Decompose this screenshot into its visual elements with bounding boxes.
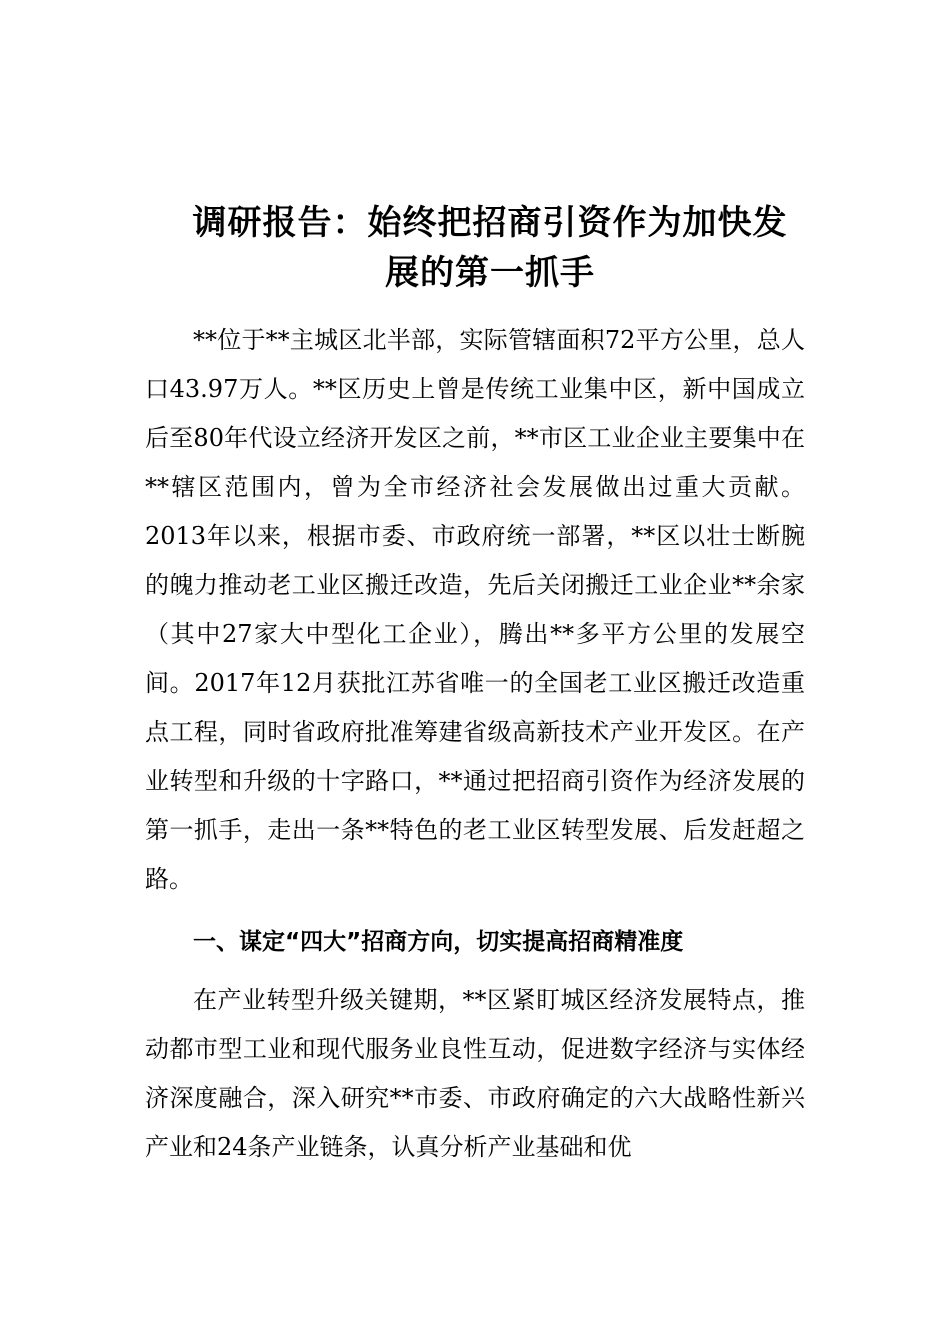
section-1-paragraph: 在产业转型升级关键期，**区紧盯城区经济发展特点，推动都市型工业和现代服务业良性互动，促进数字经济与实体经济深度融合，深入研究**市委、市政府确定的六大战略性新兴产业和24条产业链条，认真分析产业基础和优	[145, 986, 805, 1161]
document-title-line-2: 展的第一抓手	[385, 253, 595, 293]
section-heading-1: 一、谋定“四大”招商方向，切实提高招商精准度	[193, 929, 684, 955]
intro-paragraph: **位于**主城区北半部，实际管辖面积72平方公里，总人口43.97万人。**区历史上曾是传统工业集中区，新中国成立后至80年代设立经济开发区之前，**市区工业企业主要集中在**辖区范围内，曾为全市经济社会发展做出过重大贡献。2013年以来，根据市委、市政府统一部署，**区以壮士断腕的魄力推动老工业区搬迁改造，先后关闭搬迁工业企业**余家（其中27家大中型化工企业），腾出**多平方公里的发展空间。2017年12月获批江苏省唯一的全国老工业区搬迁改造重点工程，同时省政府批准筹建省级高新技术产业开发区。在产业转型和升级的十字路口，**通过把招商引资作为经济发展的第一抓手，走出一条**特色的老工业区转型发展、后发赶超之路。	[145, 326, 805, 893]
document-title-line-1: 调研报告：始终把招商引资作为加快发	[192, 203, 788, 243]
